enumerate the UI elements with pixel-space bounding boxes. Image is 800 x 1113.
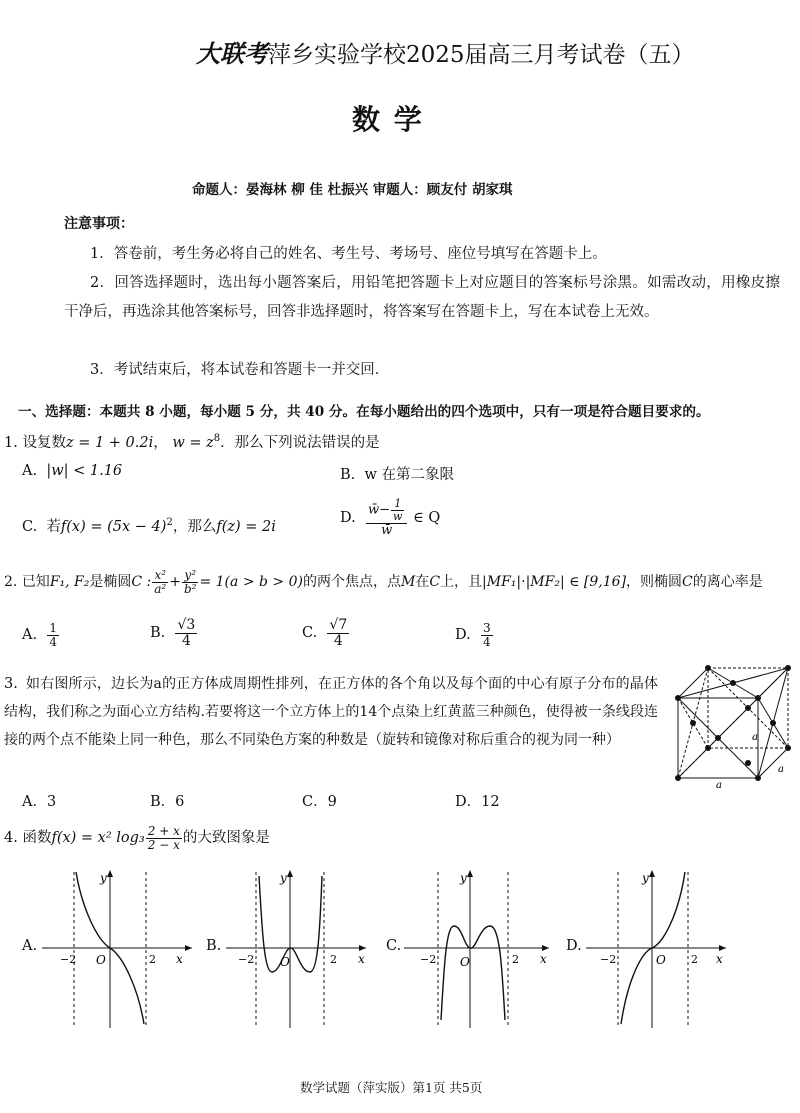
q1-option-c [22, 515, 276, 536]
option-label: D. [340, 509, 356, 526]
graph-b-label: B. [206, 938, 222, 954]
fcc-cube-figure [668, 660, 798, 790]
graph-d [586, 868, 736, 1028]
q1-option-a-text: |w| < 1.16 [46, 463, 123, 479]
brand-logo: 大联考 [196, 39, 268, 68]
graph-a-pos: 2 [149, 953, 156, 966]
q2-y2: y² [182, 569, 199, 583]
q4-frac [146, 825, 182, 851]
question-2-stem [4, 569, 763, 595]
q2-eq: = 1(a > b > 0) [199, 574, 303, 591]
q2-a-num: 1 [49, 621, 57, 635]
notice-heading: 注意事项： [64, 216, 134, 232]
q2-y-frac [182, 569, 199, 595]
q1-d-den: w̄ [381, 523, 393, 539]
graph-d-x: x [716, 952, 723, 966]
q2-b2: b² [183, 581, 197, 596]
q1-w-exp: 8 [213, 433, 221, 444]
graph-d-o: O [656, 953, 666, 967]
graph-b [226, 868, 376, 1028]
q2-c2: C [682, 574, 693, 591]
q2-stem-b: 是椭圆 [89, 574, 132, 591]
q2-b-num: √3 [177, 617, 196, 633]
q2-plus: + [169, 574, 181, 591]
exam-title-text: 萍乡实验学校2025届高三月考试卷（五） [268, 42, 695, 68]
q1-w-def: w = z [172, 434, 214, 451]
option-label: A. [22, 627, 38, 644]
q1-d-in: ∈ Q [413, 509, 441, 526]
graph-b-neg: −2 [238, 953, 255, 966]
q2-a2: a² [154, 581, 167, 596]
q2-option-c [302, 618, 350, 648]
q2-c-den: 4 [333, 632, 343, 649]
q3-option-c: C．9 [302, 794, 337, 810]
graph-a-y: y [100, 871, 107, 885]
q2-stem-g: 的离心率是 [692, 574, 763, 591]
subject-title: 数 学 [352, 103, 424, 136]
q2-cond: |MF₁|·|MF₂| ∈ [9,16] [482, 574, 627, 591]
graph-b-y: y [280, 871, 287, 885]
q1-d-wbar: w̄ [367, 502, 380, 518]
q3-option-d: D．12 [455, 794, 500, 810]
question-number: 2. [4, 574, 18, 591]
q1-c-f: f(x) = (5x − 4) [60, 519, 167, 535]
q4-den: 2 − x [147, 837, 180, 852]
graph-d-neg: −2 [600, 953, 617, 966]
q1-stem-b: ．那么下列说法错误的是 [220, 434, 380, 451]
notice-item-1: 1．答卷前，考生务必将自己的姓名、考生号、考场号、座位号填写在答题卡上。 [90, 246, 607, 262]
option-label: A. [22, 463, 38, 479]
option-label: B. [340, 467, 356, 483]
q1-option-b-text: w 在第二象限 [364, 467, 455, 483]
q1-d-w: w [392, 509, 403, 523]
notice-item-3: 3．考试结束后，将本试卷和答题卡一并交回． [90, 362, 390, 378]
question-4-stem [4, 825, 270, 851]
graph-b-pos: 2 [330, 953, 337, 966]
q2-d-num: 3 [482, 621, 491, 635]
option-label: C. [22, 519, 38, 535]
cube-label-a1: a [752, 732, 758, 743]
question-3-number: 3. [4, 676, 18, 692]
q1-option-d [340, 498, 440, 538]
q2-ellipse-c: C : [131, 574, 152, 591]
graph-a-neg: −2 [60, 953, 77, 966]
q1-c-exp: 2 [166, 517, 173, 529]
graph-c-neg: −2 [420, 953, 437, 966]
q1-d-fraction [366, 498, 407, 538]
option-label: D. [455, 627, 471, 644]
graph-c-label: C. [386, 938, 402, 954]
q2-x-frac [152, 569, 168, 595]
page-footer: 数学试题（萍实版）第1页 共5页 [300, 1080, 483, 1095]
q1-stem-a: 设复数 [22, 434, 66, 451]
q2-stem-e: 上，且 [440, 574, 483, 591]
graph-a-x: x [176, 952, 183, 966]
graph-d-y: y [642, 871, 649, 885]
q1-d-minus: − [379, 502, 390, 518]
q2-b-den: 4 [181, 632, 191, 649]
q2-option-a [22, 622, 60, 648]
graph-c [404, 868, 554, 1028]
q1-c-text-a: 若 [46, 519, 61, 535]
q1-c-fz: f(z) = 2i [216, 519, 276, 535]
question-1-stem: 1. 设复数z = 1 + 0.2i， $w = z^8$．那么下列说法错误的是 [4, 433, 380, 451]
graph-d-pos: 2 [691, 953, 698, 966]
option-label: C. [302, 625, 318, 642]
graph-a-label: A. [22, 938, 38, 954]
q4-stem-a: 函数 [22, 830, 52, 847]
q2-option-b [150, 618, 198, 648]
q4-fx: f(x) = x² log₃ [51, 830, 145, 847]
q4-num: 2 + x [147, 824, 180, 838]
question-number: 1. [4, 434, 18, 451]
graph-c-pos: 2 [512, 953, 519, 966]
q2-c: C [429, 574, 441, 591]
q2-c-num: √7 [329, 617, 348, 633]
q2-stem-f: ，则椭圆 [626, 574, 683, 591]
q1-option-b [340, 463, 454, 484]
q1-c-text-b: ，那么 [172, 519, 217, 535]
q3-option-b: B．6 [150, 794, 185, 810]
q4-stem-b: 的大致图象是 [182, 830, 270, 847]
question-3-stem: 如右图所示，边长为a的正方体成周期性排列，在正方体的各个角以及每个面的中心有原子分布的晶体结构，我们称之为面心立方结构.若要将这一个立方体上的14个点染上红黄蓝三种颜色，使得被一条线段连接的两个点不能染上同一种色，那么不同染色方案的种数是（旋转和镜像对称后重合的视为同一种） [4, 676, 658, 748]
graph-a [42, 868, 192, 1028]
graph-a-o: O [96, 953, 106, 967]
question-number: 4. [4, 830, 18, 847]
q2-option-d [455, 622, 494, 648]
graph-b-x: x [358, 952, 365, 966]
q2-m: M [400, 574, 416, 591]
graph-d-label: D. [566, 938, 582, 954]
graph-c-y: y [460, 871, 467, 885]
authors-line: 命题人：晏海林 柳 佳 杜振兴 审题人：顾友付 胡家琪 [192, 182, 513, 198]
graph-c-x: x [540, 952, 547, 966]
q2-stem-a: 已知 [21, 574, 50, 591]
q2-stem-c: 的两个焦点，点 [302, 574, 401, 591]
q1-d-one: 1 [391, 498, 404, 511]
cube-label-a3: a [716, 780, 722, 790]
cube-label-a2: a [778, 764, 784, 775]
q2-d-den: 4 [482, 634, 491, 649]
q2-stem-d: 在 [415, 574, 430, 591]
graph-c-o: O [460, 955, 470, 969]
q1-option-a [22, 463, 122, 479]
option-label: B. [150, 625, 166, 642]
q2-a-den: 4 [49, 634, 57, 649]
q2-foci: F₁, F₂ [49, 574, 90, 591]
q3-option-a: A．3 [22, 794, 57, 810]
notice-item-2: 2．回答选择题时，选出每小题答案后，用铅笔把答题卡上对应题目的答案标号涂黑。如需改动，用橡皮擦干净后，再选涂其他答案标号，回答非选择题时，将答案写在答题卡上，写在本试卷上无效。 [64, 275, 780, 320]
q2-x2: x² [152, 569, 168, 583]
exam-title [196, 34, 695, 69]
graph-b-o: O [280, 955, 290, 969]
q1-z-def: z = 1 + 0.2i [65, 434, 154, 451]
section-heading: 一、选择题：本题共 8 小题，每小题 5 分，共 40 分。在每小题给出的四个选项中，只有一项是符合题目要求的。 [18, 404, 710, 420]
